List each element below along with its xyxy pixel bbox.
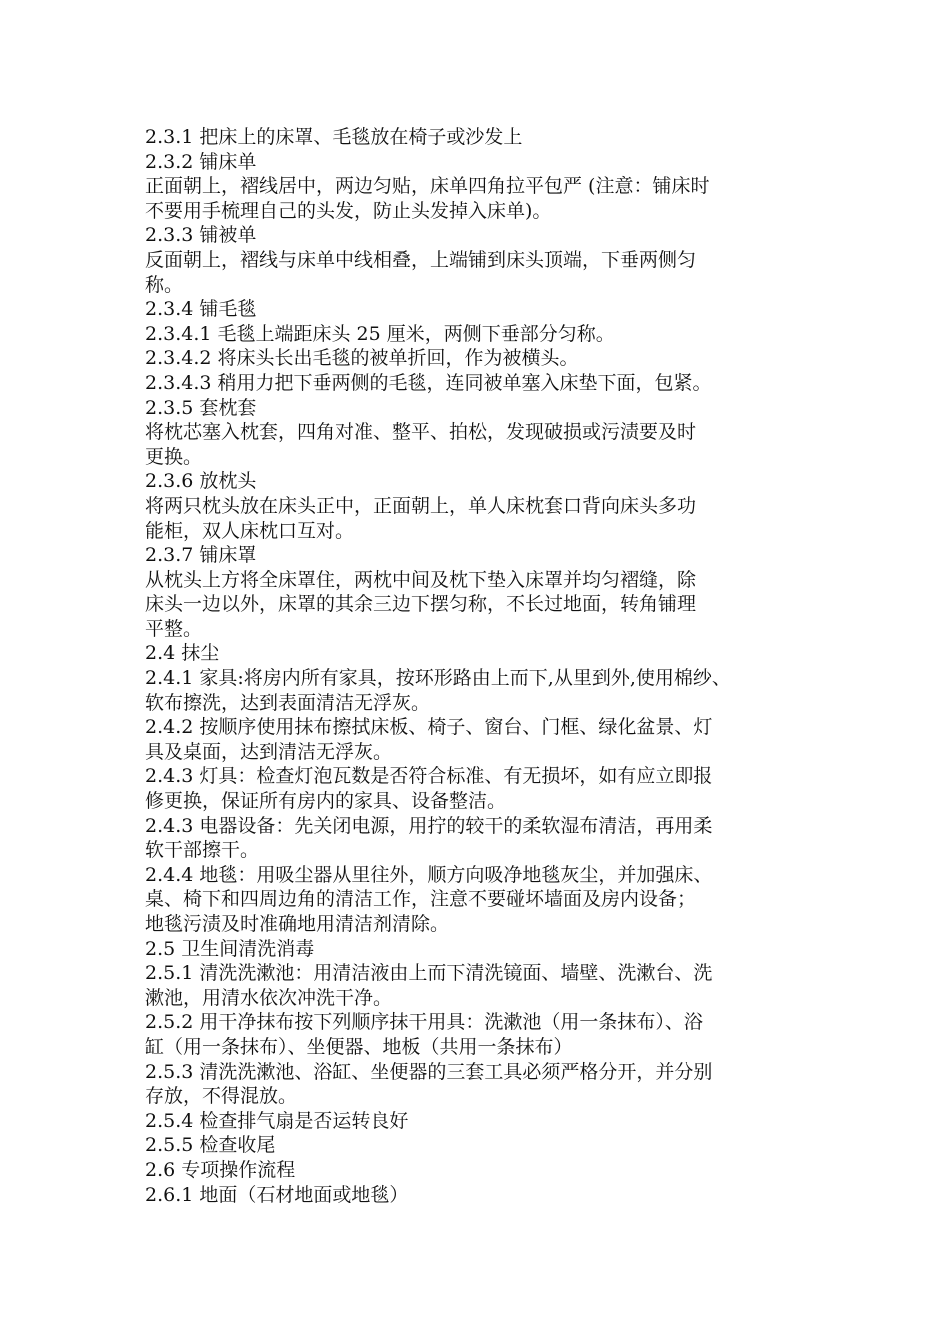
body-line: 具及桌面，达到清洁无浮灰。 xyxy=(145,740,393,763)
heading-2-3-4: 2.3.4 铺毛毯 xyxy=(145,298,257,321)
body-line: 称。 xyxy=(145,273,184,296)
item-2-3-4-1: 2.3.4.1 毛毯上端距床头 25 厘米，两侧下垂部分匀称。 xyxy=(145,322,615,345)
body-line: 缸（用一条抹布）、坐便器、地板（共用一条抹布） xyxy=(145,1035,573,1058)
item-2-3-4-3: 2.3.4.3 稍用力把下垂两侧的毛毯，连同被单塞入床垫下面，包紧。 xyxy=(145,371,712,394)
heading-2-3-1: 2.3.1 把床上的床罩、毛毯放在椅子或沙发上 xyxy=(145,126,523,148)
body-line: 更换。 xyxy=(145,445,203,468)
item-2-5-5: 2.5.5 检查收尾 xyxy=(145,1134,276,1157)
item-2-5-2: 2.5.2 用干净抹布按下列顺序抹干用具：洗漱池（用一条抹布）、浴 xyxy=(145,1011,703,1034)
item-2-4-1: 2.4.1 家具:将房内所有家具，按环形路由上而下,从里到外,使用棉纱、 xyxy=(145,667,731,690)
item-2-5-3: 2.5.3 清洗洗漱池、浴缸、坐便器的三套工具必须严格分开，并分别 xyxy=(145,1060,713,1083)
heading-2-3-6: 2.3.6 放枕头 xyxy=(145,470,257,493)
item-2-4-3-lamps: 2.4.3 灯具：检查灯泡瓦数是否符合标准、有无损坏，如有应立即报 xyxy=(145,765,713,788)
body-line: 存放，不得混放。 xyxy=(145,1085,298,1108)
body-line: 能柜，双人床枕口互对。 xyxy=(145,519,355,542)
body-line: 将枕芯塞入枕套，四角对准、整平、拍松，发现破损或污渍要及时 xyxy=(145,421,697,444)
body-line: 床头一边以外，床罩的其余三边下摆匀称，不长过地面，转角铺理 xyxy=(145,593,697,616)
body-line: 从枕头上方将全床罩住，两枕中间及枕下垫入床罩并均匀褶缝，除 xyxy=(145,568,697,591)
heading-2-3-5: 2.3.5 套枕套 xyxy=(145,396,257,419)
item-2-3-4-2: 2.3.4.2 将床头长出毛毯的被单折回，作为被横头。 xyxy=(145,347,579,370)
item-2-4-2: 2.4.2 按顺序使用抹布擦拭床板、椅子、窗台、门框、绿化盆景、灯 xyxy=(145,716,713,739)
body-line: 反面朝上，褶线与床单中线相叠，上端铺到床头顶端，下垂两侧匀 xyxy=(145,248,697,271)
heading-2-3-3: 2.3.3 铺被单 xyxy=(145,224,257,247)
heading-2-4: 2.4 抹尘 xyxy=(145,642,220,665)
heading-2-3-7: 2.3.7 铺床罩 xyxy=(145,544,257,567)
item-2-6-1: 2.6.1 地面（石材地面或地毯） xyxy=(145,1183,409,1206)
body-line: 正面朝上，褶线居中，两边匀贴，床单四角拉平包严 (注意：铺床时 xyxy=(145,175,710,198)
item-2-4-4: 2.4.4 地毯：用吸尘器从里往外，顺方向吸净地毯灰尘，并加强床、 xyxy=(145,863,713,886)
heading-2-3-2: 2.3.2 铺床单 xyxy=(145,150,257,173)
item-2-5-4: 2.5.4 检查排气扇是否运转良好 xyxy=(145,1109,409,1132)
body-line: 地毯污渍及时准确地用清洁剂清除。 xyxy=(145,913,450,935)
body-line: 修更换，保证所有房内的家具、设备整洁。 xyxy=(145,790,507,813)
body-line: 桌、椅下和四周边角的清洁工作，注意不要碰坏墙面及房内设备； xyxy=(145,888,697,911)
body-line: 软布擦洗，达到表面清洁无浮灰。 xyxy=(145,691,431,714)
document-body xyxy=(145,125,815,1207)
item-2-4-3-electrical: 2.4.3 电器设备：先关闭电源，用拧的较干的柔软湿布清洁，再用柔 xyxy=(145,814,713,837)
body-line: 平整。 xyxy=(145,617,203,640)
heading-2-6: 2.6 专项操作流程 xyxy=(145,1158,296,1181)
body-line: 将两只枕头放在床头正中，正面朝上，单人床枕套口背向床头多功 xyxy=(145,494,697,517)
body-line: 不要用手梳理自己的头发，防止头发掉入床单)。 xyxy=(145,199,552,222)
body-line: 软干部擦干。 xyxy=(145,839,260,862)
body-line: 漱池，用清水依次冲洗干净。 xyxy=(145,986,393,1009)
item-2-5-1: 2.5.1 清洗洗漱池：用清洁液由上而下清洗镜面、墙壁、洗漱台、洗 xyxy=(145,962,713,985)
heading-2-5: 2.5 卫生间清洗消毒 xyxy=(145,937,315,960)
